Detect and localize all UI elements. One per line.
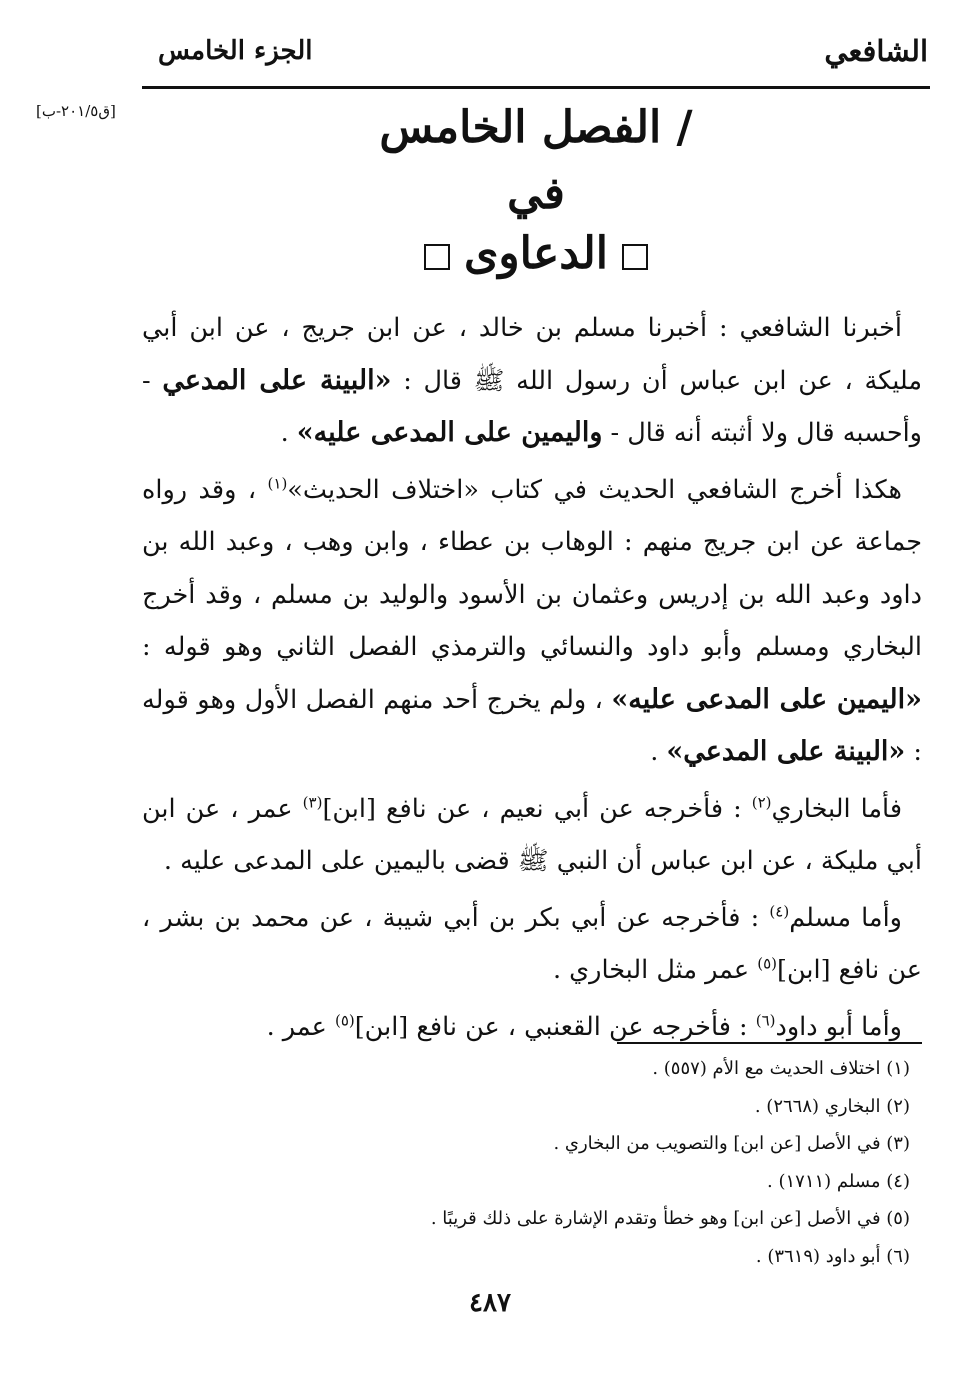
text-run: هكذا أخرج الشافعي الحديث في كتاب «اختلاف الحديث» — [287, 474, 902, 505]
chapter-title-line2: في — [507, 168, 565, 219]
footnote-ref[interactable]: (٥) — [334, 1011, 355, 1029]
paragraph-5 — [142, 1001, 922, 1054]
text-run: عمر مثل البخاري . — [552, 955, 758, 985]
footnote-5: (٥) في الأصل [عن ابن] وهو خطأ وتقدم الإشارة على ذلك قريبًا . — [430, 1208, 910, 1229]
text-run: وأما أبو داود — [775, 1011, 902, 1042]
footnote-ref[interactable]: (٥) — [757, 954, 778, 973]
footnote-ref[interactable]: (١) — [267, 474, 288, 492]
footnote-ref[interactable]: (٣) — [302, 793, 323, 811]
footnotes — [142, 1050, 910, 1275]
footnote-1: (١) اختلاف الحديث مع الأم (٥٥٧) . — [652, 1058, 910, 1079]
hadith-quote: «البينة على المدعي — [162, 364, 392, 396]
paragraph-4 — [142, 892, 922, 997]
ornament-square-icon — [424, 244, 450, 270]
text-run: - وأحسبه قال ولا أثبته أنه قال - — [142, 365, 922, 448]
text-run: : فأخرجه عن أبي نعيم ، عن نافع [ابن] — [322, 793, 752, 824]
footnote-ref[interactable]: (٤) — [769, 902, 790, 920]
footnote-2: (٢) البخاري (٢٦٦٨) . — [754, 1095, 910, 1117]
footnote-separator — [617, 1042, 922, 1044]
footnote-3: (٣) في الأصل [عن ابن] والتصويب من البخاري . — [553, 1133, 910, 1154]
chapter-title-line3 — [142, 228, 930, 279]
footnote-4: (٤) مسلم (١٧١١) . — [767, 1170, 910, 1192]
hadith-quote: «اليمين على المدعى عليه» — [611, 683, 922, 715]
text-run: وأما مسلم — [789, 902, 902, 933]
text-run: عمر . — [266, 1011, 335, 1042]
text-run: ، ولم يخرج أحد منهم الفصل الأول وهو قوله : — [142, 684, 922, 767]
main-text — [142, 302, 922, 1057]
paragraph-2 — [142, 464, 922, 779]
footnote-ref[interactable]: (٢) — [751, 793, 772, 811]
hadith-quote: «البينة على المدعي» — [666, 736, 906, 767]
page-number: ٤٨٧ — [469, 1288, 511, 1318]
footnote-6: (٦) أبو داود (٣٦١٩) . — [755, 1245, 910, 1267]
text-run: عمر ، عن ابن أبي مليكة ، عن ابن عباس أن النبي ﷺ قضى باليمين على المدعى عليه . — [142, 793, 922, 876]
text-run: أخبرنا الشافعي : أخبرنا مسلم بن خالد ، عن ابن جريج ، عن ابن أبي مليكة ، عن ابن عباس أن رسول الله ﷺ قال : — [142, 313, 922, 396]
hadith-quote: واليمين على المدعى عليه» — [296, 417, 603, 448]
paragraph-3 — [142, 783, 922, 888]
header-rule — [142, 86, 930, 89]
text-run: . — [650, 737, 667, 767]
text-run: . — [280, 418, 297, 448]
paragraph-1 — [142, 302, 922, 460]
manuscript-margin-reference: [ق٢٠١/٥-ب] — [36, 102, 116, 120]
footnote-ref[interactable]: (٦) — [755, 1011, 776, 1029]
text-run: فأما البخاري — [771, 793, 903, 824]
chapter-title-text: الدعاوى — [463, 228, 609, 279]
chapter-title-line1: / الفصل الخامس — [379, 102, 693, 153]
running-header-part: الجزء الخامس — [158, 36, 313, 66]
text-run: : فأخرجه عن أبي بكر بن أبي شيبة ، عن محمد بن بشر ، عن نافع [ابن] — [142, 902, 922, 985]
running-header-book: الشافعي — [824, 34, 928, 68]
text-run: : فأخرجه عن القعنبي ، عن نافع [ابن] — [354, 1011, 756, 1042]
ornament-square-icon — [622, 244, 648, 270]
text-run: ، وقد رواه جماعة عن ابن جريج منهم : الوهاب بن عطاء ، وابن وهب ، وعبد الله بن داود وعبد الله بن إدريس وعثمان بن الأسود والوليد بن مسلم ، وقد أخرج البخاري ومسلم وأبو داود والنسائي والترمذي الفصل الثاني وهو قوله : — [142, 474, 922, 662]
